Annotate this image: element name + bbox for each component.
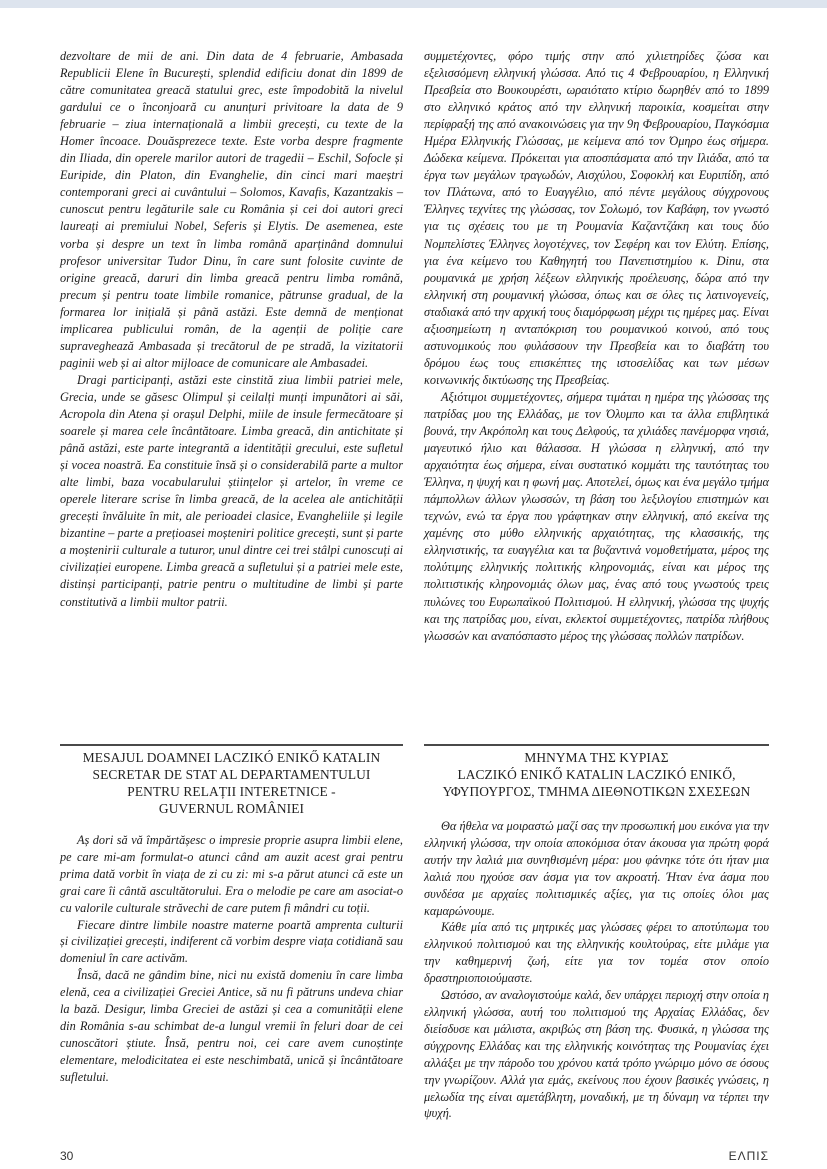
paragraph: Dragi participanți, astăzi este cinstită ziua limbii patriei mele, Grecia, unde se găsesc Olimpul și ceilalți munți impunători ai săi, Acropola din Atena și orașul Delphi, miile de insule fermecătoare și soarele și marea cele încântătoare. Limba greacă, din antichitate și până astăzi, este parte integrantă a identității grecului, este sufletul și vocea noastră. Ea constituie însă și o considerabilă parte a multor alte limbi, baza vocabularului științelor și artelor, în vreme ce operele literare scrise în limba greacă, de la acelea ale antichității grecești învăluite în mit, ale perioadei clasice, Evangheliile și legile bizantine – parte a prețioasei moșteniri politice grecești, sunt și parte a moștenirii culturale a tuturor, unul dintre cei trei stâlpi cunoscuți ai civilizației europene. Limba greacă a sufletului și a patriei mele este, distinși participanți, patrie pentru o multitudine de limbi și parte constitutivă a limbii multor patrii.	[60, 372, 403, 609]
paragraph: Fiecare dintre limbile noastre materne poartă amprenta culturii și civilizației grecești, indiferent că vorbim despre viața cotidiană sau domeniul în care activăm.	[60, 917, 403, 966]
page-number: 30	[60, 1149, 74, 1163]
paragraph: Θα ήθελα να μοιραστώ μαζί σας την προσωπική μου εικόνα για την ελληνική γλώσσα, την οποία αποκόμισα όταν άκουσα για πρώτη φορά αυτήν την λαλιά μια συνηθισμένη μέρα: μου φάνηκε τότε ότι ήταν μια λαλιά που ηχούσε σαν άσμα για τον ακροατή. Ήταν ένα άσμα που συνδέσα με αρχαίες πολιτισμικές αξίες, για τις οποίες όλοι μας καμαρώνουμε.	[424, 819, 769, 918]
top-color-strip	[0, 0, 827, 8]
paragraph: Însă, dacă ne gândim bine, nici nu există domeniu în care limba elenă, cea a civilizației Greciei Antice, să nu fi pătruns undeva chiar la bază. Desigur, limba Greciei de astăzi și cea a comunității elene din România s-au schimbat de-a lungul vremii în feluri doar de cei cunoscători știute. Însă, pentru noi, cei care avem cunoștințe elementare, melodicitatea ei este neschimbată, unică și încântătoare sufletului.	[60, 968, 403, 1084]
section-divider	[60, 744, 403, 746]
paragraph: Αξιότιμοι συμμετέχοντες, σήμερα τιμάται η ημέρα της γλώσσας της πατρίδας μου της Ελλάδας, με τον Όλυμπο και τα άλλα επιβλητικά βουνά, την Ακρόπολη και τους Δελφούς, τα χιλιάδες πανέμορφα νησιά, μαγευτικό ήλιο και θάλασσα. Η γλώσσα η ελληνική, από την αρχαιότητα έως σήμερα, είναι συστατικό κομμάτι της ταυτότητας του Έλληνα, η ψυχή και η φωνή μας. Αποτελεί, όμως και ένα μεγάλο τμήμα πάμπολλων άλλων γλωσσών, τη βάση του λεξιλογίου επιστημών και τεχνών, ενώ τα έργα που γράφτηκαν στην ελληνική, από εκείνα της χαμένης στο μύθο ελληνικής αρχαιότητας, της κλασσικής, της ελληνιστικής, τα ευαγγέλια και τα βυζαντινά νομοθετήματα, μέρος της πολύτιμης ελληνικής πολιτικής κληρονομιάς, είναι και μέρος της πολιτιστικής κληρονομιάς όλων μας, ένας από τους γνωστούς τρεις πυλώνες του Ευρωπαϊκού Πολιτισμού. Η ελληνική, γλώσσα της ψυχής και της πατρίδας μου, είναι, εκλεκτοί συμμετέχοντες, πατρίδα πλήθους γλωσσών και αναπόσπαστο μέρος της γλώσσας πολλών πατρίδων.	[424, 389, 769, 643]
romanian-message-body	[60, 832, 403, 1086]
heading-line: SECRETAR DE STAT AL DEPARTAMENTULUI	[92, 767, 371, 782]
paragraph: dezvoltare de mii de ani. Din data de 4 februarie, Ambasada Republicii Elene în București, splendid edificiu donat din 1899 de către comunitatea greacă statului grec, este împodobită la nivelul gardului ce o înconjoară cu anunțuri privitoare la data de 9 februarie – ziua internațională a limbii grecești, cu texte de la Homer încoace. Douăsprezece texte. Este vorba despre fragmente din Iliada, din operele marilor autori de tragedii – Eschil, Sofocle și Euripide, din Platon, din Evanghelie, din cinci mari maeștri contemporani greci ai cuvântului – Solomos, Kavafis, Kazantzakis – cunoscut pentru legăturile sale cu România și cei doi autori greci laureați ai premiului Nobel, Seferis și Elytis. De asemenea, este vorba și despre un text în limba română aparținând domnului profesor universitar Tudor Dinu, în care sunt folosite cuvinte de origine greacă, daruri din limba greacă pentru limba română, precum și pentru toate limbile romanice, pătrunse gradual, de la formarea lor inițială și până astăzi. Este demnă de menționat implicarea publicului român, de la agenții de poliție care supraveghează Ambasada și trecătorul de pe stradă, la vizitatorii paginii web și ai altor mijloace de comunicare ale Ambasadei.	[60, 49, 403, 370]
greek-message-heading	[424, 749, 769, 800]
heading-line: ΥΦΥΠΟΥΡΓΟΣ, ΤΜΗΜΑ ΔΙΕΘΝΟΤΙΚΩΝ ΣΧΕΣΕΩΝ	[442, 784, 751, 799]
heading-line: PENTRU RELAȚII INTERETNICE -	[127, 784, 336, 799]
journal-name: ΕΛΠΙΣ	[728, 1149, 769, 1163]
section-divider	[424, 744, 769, 746]
romanian-message-heading	[60, 749, 403, 817]
paragraph: Κάθε μία από τις μητρικές μας γλώσσες φέρει το αποτύπωμα του ελληνικού πολιτισμού και της ελληνικής κουλτούρας, είτε μιλάμε για την καθημερινή ζωή, είτε για τον τομέα στον οποίο δραστηριοποιούμαστε.	[424, 920, 769, 986]
heading-line: LACZIKÓ ENIKŐ KATALIN LACZIKÓ ENIKŐ,	[457, 767, 736, 782]
romanian-article-column	[60, 48, 403, 611]
greek-article-column	[424, 48, 769, 645]
greek-message-body	[424, 818, 769, 1122]
paragraph: Aș dori să vă împărtășesc o impresie proprie asupra limbii elene, pe care mi-am formulat-o atunci când am auzit acest grai pentru prima dată vorbit în viața de zi cu zi: mi s-a părut atunci că este un grai care îi cântă ascultătorului. Era o melodie pe care am asociat-o cu valorile culturale străvechi de care putem fi mândri cu toții.	[60, 833, 403, 915]
paragraph: Ωστόσο, αν αναλογιστούμε καλά, δεν υπάρχει περιοχή στην οποία η ελληνική γλώσσα, αυτή του πολιτισμού της Αρχαίας Ελλάδας, δεν διείσδυσε και μάλιστα, ακριβώς στη βάση της. Φυσικά, η γλώσσα της σύγχρονης Ελλάδας και της ελληνικής κοινότητας της Ρουμανίας έχει αλλάξει με την πάροδο του χρόνου κατά τρόπο γνώριμο μόνο σε όσους την γνωρίζουν. Αλλά για εμάς, εκείνους που έχουν βασικές γνώσεις, η μελωδία της είναι αμετάβλητη, μοναδική, με τη δύναμη να τέρπει την ψυχή.	[424, 988, 769, 1121]
heading-line: GUVERNUL ROMÂNIEI	[158, 801, 305, 816]
paragraph: συμμετέχοντες, φόρο τιμής στην από χιλιετηρίδες ζώσα και εξελισσόμενη ελληνική γλώσσα. Από τις 4 Φεβρουαρίου, η Ελληνική Πρεσβεία στο Βουκουρέστι, ωραιότατο κτίριο δωρηθέν από το 1899 στο ελληνικό κράτος από την ελληνική παροικία, κοσμείται στην περίφραξή της από ανακοινώσεις για την 9η Φεβρουαρίου, Παγκόσμια Ημέρα Ελληνικής Γλώσσας, με κείμενα από τον Όμηρο έως σήμερα. Δώδεκα κείμενα. Πρόκειται για αποσπάσματα από την Ιλιάδα, από τα έργα των μεγάλων τραγωδών, Αισχύλου, Σοφοκλή και Ευριπίδη, από τον Πλάτωνα, από το Ευαγγέλιο, από πέντε μεγάλους σύγχρονους Έλληνες τεχνίτες της γλώσσας, τον Σολωμό, τον Καβάφη, τον γνωστό για τις σχέσεις του με τη Ρουμανία Καζαντζάκη και τους δύο Νομπελίστες Έλληνες λογοτέχνες, τον Σεφέρη και τον Ελύτη. Επίσης, για ένα κείμενο του Καθηγητή του Πανεπιστημίου κ. Dinu, στα ρουμανικά με χρήση λέξεων ελληνικής προέλευσης, δώρα από την ελληνική στη ρουμανική γλώσσα, όπως και σε όλες τις λατινογενείς, σταδιακά από την αρχική τους διαμόρφωση μέχρι τις ημέρες μας. Είναι αξιοσημείωτη η ανταπόκριση του ρουμανικού κοινού, από τους αστυνομικούς που φυλάσσουν την Πρεσβεία και το διαβάτη του δρόμου έως τους επισκέπτες της ιστοσελίδας και των μέσων κοινωνικής δικτύωσης της Πρεσβείας.	[424, 49, 769, 387]
heading-line: MESAJUL DOAMNEI LACZIKÓ ENIKŐ KATALIN	[82, 750, 381, 765]
heading-line: ΜΗΝΥΜΑ ΤΗΣ ΚΥΡΙΑΣ	[524, 750, 669, 765]
